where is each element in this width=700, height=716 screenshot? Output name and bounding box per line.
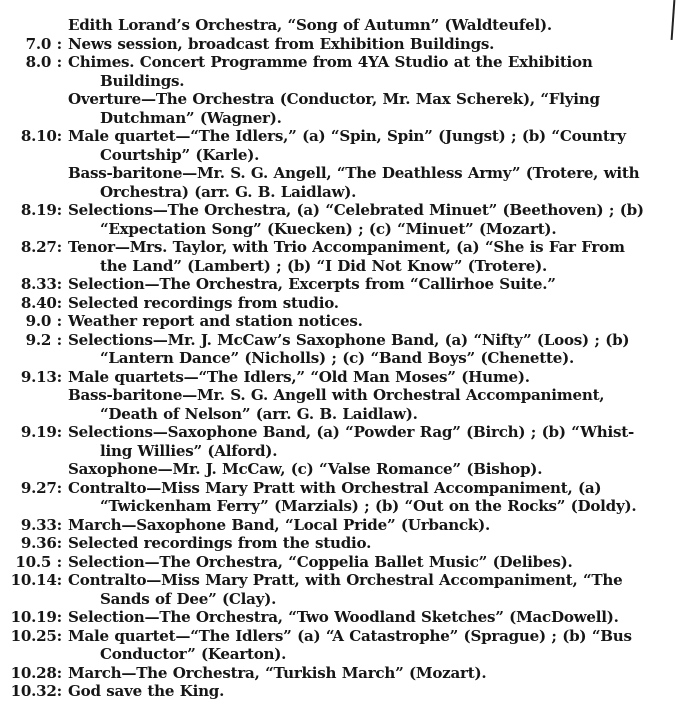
entry-text	[68, 664, 690, 683]
entry-time: 8.19:	[20, 201, 62, 219]
entry-continuation-line: “Twickenham Ferry” (Marzials) ; (b) “Out on the Rocks” (Doldy).	[100, 497, 637, 515]
programme-entry	[0, 90, 690, 127]
entry-line: Edith Lorand’s Orchestra, “Song of Autumn” (Waldteufel).	[68, 16, 552, 34]
programme-entry	[0, 201, 690, 238]
entry-line: Selections—Saxophone Band, (a) “Powder Rag” (Birch) ; (b) “Whist-	[68, 423, 634, 441]
entry-time: 8.40:	[20, 293, 62, 312]
entry-text	[68, 627, 690, 664]
entry-line: Overture—The Orchestra (Conductor, Mr. Max Scherek), “Flying	[68, 90, 600, 108]
entry-time: 9.19:	[20, 423, 62, 441]
entry-text	[68, 127, 690, 164]
programme-entry	[0, 164, 690, 201]
entry-continuation-line: “Death of Nelson” (arr. G. B. Laidlaw).	[100, 404, 418, 423]
entry-time: 10.32:	[10, 682, 62, 700]
entry-time: 9.36:	[20, 534, 62, 552]
entry-continuation-line: Orchestra) (arr. G. B. Laidlaw).	[100, 182, 357, 201]
programme-entry	[0, 664, 690, 683]
entry-line: Selection—The Orchestra, “Two Woodland Sketches” (MacDowell).	[68, 608, 619, 626]
entry-continuation-line: ling Willies” (Alford).	[100, 441, 278, 460]
entry-text	[68, 201, 690, 238]
programme-entry	[0, 516, 690, 535]
entry-line: Selection—The Orchestra, “Coppelia Ballet Music” (Delibes).	[68, 552, 573, 571]
entry-time: 10.14:	[10, 571, 62, 589]
entry-line: Male quartet—“The Idlers,” (a) “Spin, Spin” (Jungst) ; (b) “Country	[68, 127, 626, 145]
entry-text	[68, 16, 690, 35]
entry-line: Selected recordings from the studio.	[68, 534, 372, 552]
entry-time: 10.19:	[10, 608, 62, 626]
entry-line: Male quartets—“The Idlers,” “Old Man Moses” (Hume).	[68, 367, 530, 386]
entry-time: 8.33:	[20, 275, 62, 293]
programme-entry	[0, 460, 690, 479]
entry-text	[68, 460, 690, 479]
entry-time: 7.0 :	[25, 34, 62, 53]
entry-text	[68, 275, 690, 294]
entry-text	[68, 516, 690, 535]
programme-entry	[0, 571, 690, 608]
entry-text	[68, 35, 690, 54]
programme-entry	[0, 682, 690, 701]
programme-entry	[0, 423, 690, 460]
entry-text	[68, 238, 690, 275]
programme-entry	[0, 331, 690, 368]
entry-line: Selection—The Orchestra, Excerpts from “Callirhoe Suite.”	[68, 275, 556, 293]
entry-continuation-line: “Expectation Song” (Kuecken) ; (c) “Minuet” (Mozart).	[100, 219, 557, 238]
programme-entry	[0, 275, 690, 294]
entry-line: Contralto—Miss Mary Pratt, with Orchestral Accompaniment, “The	[68, 571, 623, 589]
programme-schedule	[0, 16, 690, 701]
programme-entry	[0, 312, 690, 331]
entry-continuation-line: Sands of Dee” (Clay).	[100, 589, 277, 608]
entry-time: 10.25:	[10, 626, 62, 645]
entry-line: News session, broadcast from Exhibition Buildings.	[68, 34, 495, 53]
entry-time: 8.0 :	[25, 53, 62, 71]
entry-text	[68, 331, 690, 368]
entry-line: Bass-baritone—Mr. S. G. Angell, “The Deathless Army” (Trotere, with	[68, 164, 640, 182]
programme-entry	[0, 53, 690, 90]
entry-line: Selections—Mr. J. McCaw’s Saxophone Band, (a) “Nifty” (Loos) ; (b)	[68, 330, 630, 349]
programme-entry	[0, 627, 690, 664]
entry-text	[68, 312, 690, 331]
entry-time: 9.33:	[20, 515, 62, 534]
entry-text	[68, 386, 690, 423]
entry-time: 8.10:	[20, 127, 62, 145]
entry-line: God save the King.	[68, 682, 225, 700]
entry-line: Selected recordings from studio.	[68, 293, 339, 312]
entry-time: 9.13:	[20, 367, 62, 386]
entry-continuation-line: “Lantern Dance” (Nicholls) ; (c) “Band Boys” (Chenette).	[100, 349, 574, 367]
entry-line: Bass-baritone—Mr. S. G. Angell with Orchestral Accompaniment,	[68, 386, 605, 404]
entry-text	[68, 534, 690, 553]
entry-line: March—Saxophone Band, “Local Pride” (Urbanck).	[68, 515, 491, 534]
entry-text	[68, 90, 690, 127]
entry-time: 10.5 :	[15, 552, 62, 571]
entry-line: Chimes. Concert Programme from 4YA Studio at the Exhibition	[68, 53, 593, 71]
entry-text	[68, 294, 690, 313]
entry-line: March—The Orchestra, “Turkish March” (Mozart).	[68, 663, 487, 682]
entry-text	[68, 571, 690, 608]
programme-entry	[0, 553, 690, 572]
programme-entry	[0, 238, 690, 275]
entry-line: Tenor—Mrs. Taylor, with Trio Accompaniment, (a) “She is Far From	[68, 238, 625, 256]
entry-line: Male quartet—“The Idlers” (a) “A Catastrophe” (Sprague) ; (b) “Bus	[68, 626, 632, 645]
entry-line: Saxophone—Mr. J. McCaw, (c) “Valse Romance” (Bishop).	[68, 460, 543, 478]
programme-entry	[0, 479, 690, 516]
entry-time: 10.28:	[10, 663, 62, 682]
programme-entry	[0, 35, 690, 54]
entry-line: Selections—The Orchestra, (a) “Celebrated Minuet” (Beethoven) ; (b)	[68, 201, 644, 219]
entry-time: 9.0 :	[25, 312, 62, 330]
entry-continuation-line: Conductor” (Kearton).	[100, 645, 287, 663]
entry-continuation-line: the Land” (Lambert) ; (b) “I Did Not Know” (Trotere).	[100, 256, 547, 275]
entry-time: 9.2 :	[25, 330, 62, 349]
programme-entry	[0, 534, 690, 553]
entry-time: 9.27:	[20, 478, 62, 497]
programme-entry	[0, 368, 690, 387]
entry-text	[68, 608, 690, 627]
entry-time: 8.27:	[20, 238, 62, 256]
entry-text	[68, 553, 690, 572]
entry-continuation-line: Buildings.	[100, 71, 185, 90]
entry-line: Contralto—Miss Mary Pratt with Orchestral Accompaniment, (a)	[68, 478, 602, 497]
entry-text	[68, 164, 690, 201]
entry-text	[68, 423, 690, 460]
entry-text	[68, 53, 690, 90]
programme-entry	[0, 294, 690, 313]
programme-entry	[0, 386, 690, 423]
entry-line: Weather report and station notices.	[68, 312, 363, 330]
entry-continuation-line: Dutchman” (Wagner).	[100, 108, 282, 127]
programme-entry	[0, 127, 690, 164]
entry-text	[68, 368, 690, 387]
entry-text	[68, 682, 690, 701]
programme-entry	[0, 16, 690, 35]
programme-entry	[0, 608, 690, 627]
entry-continuation-line: Courtship” (Karle).	[100, 145, 260, 164]
entry-text	[68, 479, 690, 516]
